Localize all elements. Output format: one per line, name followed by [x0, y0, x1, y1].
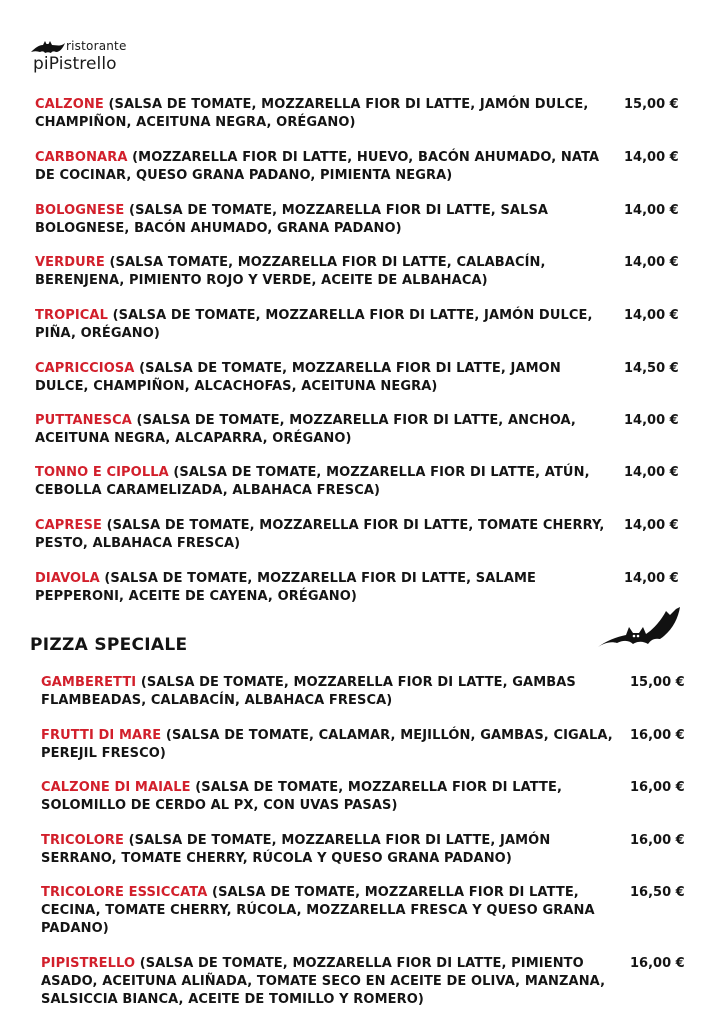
item-description: (SALSA DE TOMATE, MOZZARELLA FIOR DI LATTE, SALAME PEPPERONI, ACEITE DE CAYENA, ORÉGANO)	[35, 571, 536, 604]
brand-subtitle: ristorante	[66, 39, 127, 53]
item-text	[35, 360, 605, 396]
item-name: CAPRESE	[35, 518, 102, 533]
item-name: TRICOLORE ESSICCATA	[41, 885, 208, 900]
menu-item	[35, 412, 605, 448]
item-price: 16,00 €	[630, 780, 685, 795]
item-text	[41, 727, 616, 763]
section-title: PIZZA SPECIALE	[30, 635, 188, 655]
item-price: 14,00 €	[624, 413, 679, 428]
menu-item	[35, 202, 605, 238]
item-text	[35, 254, 605, 290]
item-name: TONNO E CIPOLLA	[35, 465, 169, 480]
menu-item	[41, 832, 616, 868]
item-name: FRUTTI DI MARE	[41, 728, 162, 743]
item-description: (SALSA DE TOMATE, MOZZARELLA FIOR DI LATTE, SALSA BOLOGNESE, BACÓN AHUMADO, GRANA PADANO)	[35, 203, 549, 236]
item-description: (SALSA DE TOMATE, MOZZARELLA FIOR DI LATTE, JAMÓN DULCE, PIÑA, ORÉGANO)	[35, 308, 593, 341]
menu-item	[41, 674, 616, 710]
item-description: (SALSA DE TOMATE, MOZZARELLA FIOR DI LATTE, ANCHOA, ACEITUNA NEGRA, ALCAPARRA, ORÉGANO)	[35, 413, 576, 446]
item-price: 14,00 €	[624, 571, 679, 586]
item-text	[35, 570, 605, 606]
item-text	[35, 412, 605, 448]
item-name: CALZONE	[35, 97, 104, 112]
item-description: (SALSA DE TOMATE, MOZZARELLA FIOR DI LATTE, CECINA, TOMATE CHERRY, RÚCOLA, MOZZARELLA FRESCA Y QUESO GRANA PADANO)	[41, 885, 595, 936]
item-name: PUTTANESCA	[35, 413, 132, 428]
item-text	[41, 955, 616, 1009]
menu-item	[35, 464, 605, 500]
item-price: 14,00 €	[624, 465, 679, 480]
item-text	[41, 884, 616, 938]
item-description: (SALSA DE TOMATE, MOZZARELLA FIOR DI LATTE, TOMATE CHERRY, PESTO, ALBAHACA FRESCA)	[35, 518, 605, 551]
item-price: 16,50 €	[630, 885, 685, 900]
menu-item	[41, 779, 616, 815]
item-name: CAPRICCIOSA	[35, 361, 135, 376]
item-description: (SALSA DE TOMATE, MOZZARELLA FIOR DI LATTE, PIMIENTO ASADO, ACEITUNA ALIÑADA, TOMATE SECO EN ACEITE DE OLIVA, MANZANA, SALSICCIA BIANCA, ACEITE DE TOMILLO Y ROMERO)	[41, 956, 606, 1007]
item-text	[41, 832, 616, 868]
item-price: 16,00 €	[630, 728, 685, 743]
bat-icon	[596, 605, 682, 651]
item-description: (SALSA DE TOMATE, MOZZARELLA FIOR DI LATTE, JAMÓN DULCE, CHAMPIÑON, ACEITUNA NEGRA, ORÉGANO)	[35, 97, 589, 130]
item-text	[35, 307, 605, 343]
item-text	[35, 464, 605, 500]
menu-item	[35, 307, 605, 343]
item-name: DIAVOLA	[35, 571, 100, 586]
item-description: (SALSA DE TOMATE, MOZZARELLA FIOR DI LATTE, ATÚN, CEBOLLA CARAMELIZADA, ALBAHACA FRESCA)	[35, 465, 590, 498]
menu-item	[41, 955, 616, 1009]
item-text	[35, 96, 605, 132]
item-name: CALZONE DI MAIALE	[41, 780, 191, 795]
brand-name: piPistrello	[33, 54, 117, 74]
item-price: 15,00 €	[624, 97, 679, 112]
item-name: TRICOLORE	[41, 833, 124, 848]
menu-item	[35, 96, 605, 132]
item-price: 14,00 €	[624, 308, 679, 323]
item-price: 16,00 €	[630, 956, 685, 971]
restaurant-logo	[30, 37, 140, 79]
item-name: VERDURE	[35, 255, 105, 270]
item-text	[41, 674, 616, 710]
menu-item	[41, 884, 616, 938]
item-name: BOLOGNESE	[35, 203, 125, 218]
item-text	[35, 202, 605, 238]
item-text	[41, 779, 616, 815]
item-description: (SALSA TOMATE, MOZZARELLA FIOR DI LATTE, CALABACÍN, BERENJENA, PIMIENTO ROJO Y VERDE, ACEITE DE ALBAHACA)	[35, 255, 546, 288]
item-price: 14,00 €	[624, 203, 679, 218]
item-name: PIPISTRELLO	[41, 956, 136, 971]
item-price: 14,00 €	[624, 150, 679, 165]
item-text	[35, 149, 605, 185]
menu-item	[35, 254, 605, 290]
menu-item	[41, 727, 616, 763]
item-price: 16,00 €	[630, 833, 685, 848]
item-description: (SALSA DE TOMATE, MOZZARELLA FIOR DI LATTE, JAMÓN SERRANO, TOMATE CHERRY, RÚCOLA Y QUESO GRANA PADANO)	[41, 833, 551, 866]
item-description: (SALSA DE TOMATE, CALAMAR, MEJILLÓN, GAMBAS, CIGALA, PEREJIL FRESCO)	[41, 728, 613, 761]
item-name: CARBONARA	[35, 150, 128, 165]
item-price: 14,50 €	[624, 361, 679, 376]
item-text	[35, 517, 605, 553]
item-name: GAMBERETTI	[41, 675, 137, 690]
item-description: (SALSA DE TOMATE, MOZZARELLA FIOR DI LATTE, JAMON DULCE, CHAMPIÑON, ALCACHOFAS, ACEITUNA NEGRA)	[35, 361, 561, 394]
item-name: TROPICAL	[35, 308, 108, 323]
item-description: (SALSA DE TOMATE, MOZZARELLA FIOR DI LATTE, SOLOMILLO DE CERDO AL PX, CON UVAS PASAS)	[41, 780, 562, 813]
item-price: 14,00 €	[624, 518, 679, 533]
menu-item	[35, 517, 605, 553]
menu-item	[35, 360, 605, 396]
menu-item	[35, 149, 605, 185]
menu-item	[35, 570, 605, 606]
item-description: (SALSA DE TOMATE, MOZZARELLA FIOR DI LATTE, GAMBAS FLAMBEADAS, CALABACÍN, ALBAHACA FRESCA)	[41, 675, 576, 708]
item-description: (MOZZARELLA FIOR DI LATTE, HUEVO, BACÓN AHUMADO, NATA DE COCINAR, QUESO GRANA PADANO, PIMIENTA NEGRA)	[35, 150, 600, 183]
item-price: 15,00 €	[630, 675, 685, 690]
item-price: 14,00 €	[624, 255, 679, 270]
